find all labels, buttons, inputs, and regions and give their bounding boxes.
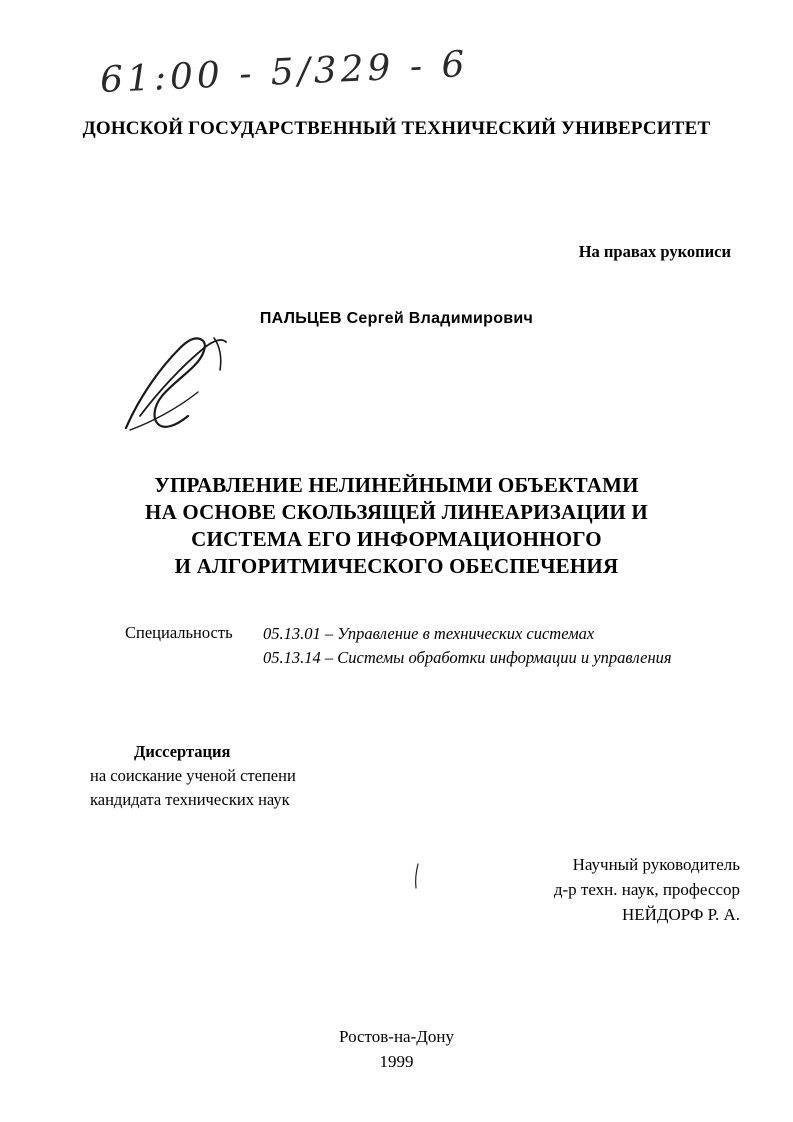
- specialty-code-1: 05.13.01 – Управление в технических системах: [263, 624, 595, 643]
- title-line-2: НА ОСНОВЕ СКОЛЬЗЯЩЕЙ ЛИНЕАРИЗАЦИИ И: [145, 500, 648, 524]
- degree-line-1: на соискание ученой степени: [90, 766, 296, 785]
- degree-block: [90, 740, 296, 812]
- manuscript-rights-note: На правах рукописи: [578, 242, 731, 261]
- title-line-4: И АЛГОРИТМИЧЕСКОГО ОБЕСПЕЧЕНИЯ: [174, 554, 619, 578]
- specialty-code-2: 05.13.14 – Системы обработки информации и управления: [263, 648, 672, 667]
- author-name: ПАЛЬЦЕВ Сергей Владимирович: [259, 310, 534, 327]
- imprint-block: [0, 1024, 793, 1074]
- supervisor-name: НЕЙДОРФ Р. А.: [621, 905, 740, 924]
- title-line-3: СИСТЕМА ЕГО ИНФОРМАЦИОННОГО: [191, 527, 602, 551]
- degree-heading: Диссертация: [134, 742, 231, 761]
- specialty-label: Специальность: [125, 623, 233, 642]
- university-name: ДОНСКОЙ ГОСУДАРСТВЕННЫЙ ТЕХНИЧЕСКИЙ УНИВЕРСИТЕТ: [82, 118, 711, 139]
- imprint-year: 1999: [379, 1052, 414, 1071]
- specialty-block: [125, 622, 685, 670]
- stray-pen-mark: [412, 862, 422, 890]
- degree-line-2: кандидата технических наук: [90, 790, 290, 809]
- dissertation-title: [0, 472, 793, 580]
- supervisor-degree: д-р техн. наук, профессор: [553, 880, 740, 899]
- title-line-1: УПРАВЛЕНИЕ НЕЛИНЕЙНЫМИ ОБЪЕКТАМИ: [154, 473, 639, 497]
- handwritten-call-number: 61:00 - 5/329 - 6: [99, 43, 470, 102]
- imprint-city: Ростов-на-Дону: [339, 1027, 454, 1046]
- handwritten-signature: [118, 330, 258, 440]
- supervisor-label: Научный руководитель: [572, 855, 740, 874]
- supervisor-block: [554, 852, 740, 927]
- specialty-codes: [263, 622, 672, 670]
